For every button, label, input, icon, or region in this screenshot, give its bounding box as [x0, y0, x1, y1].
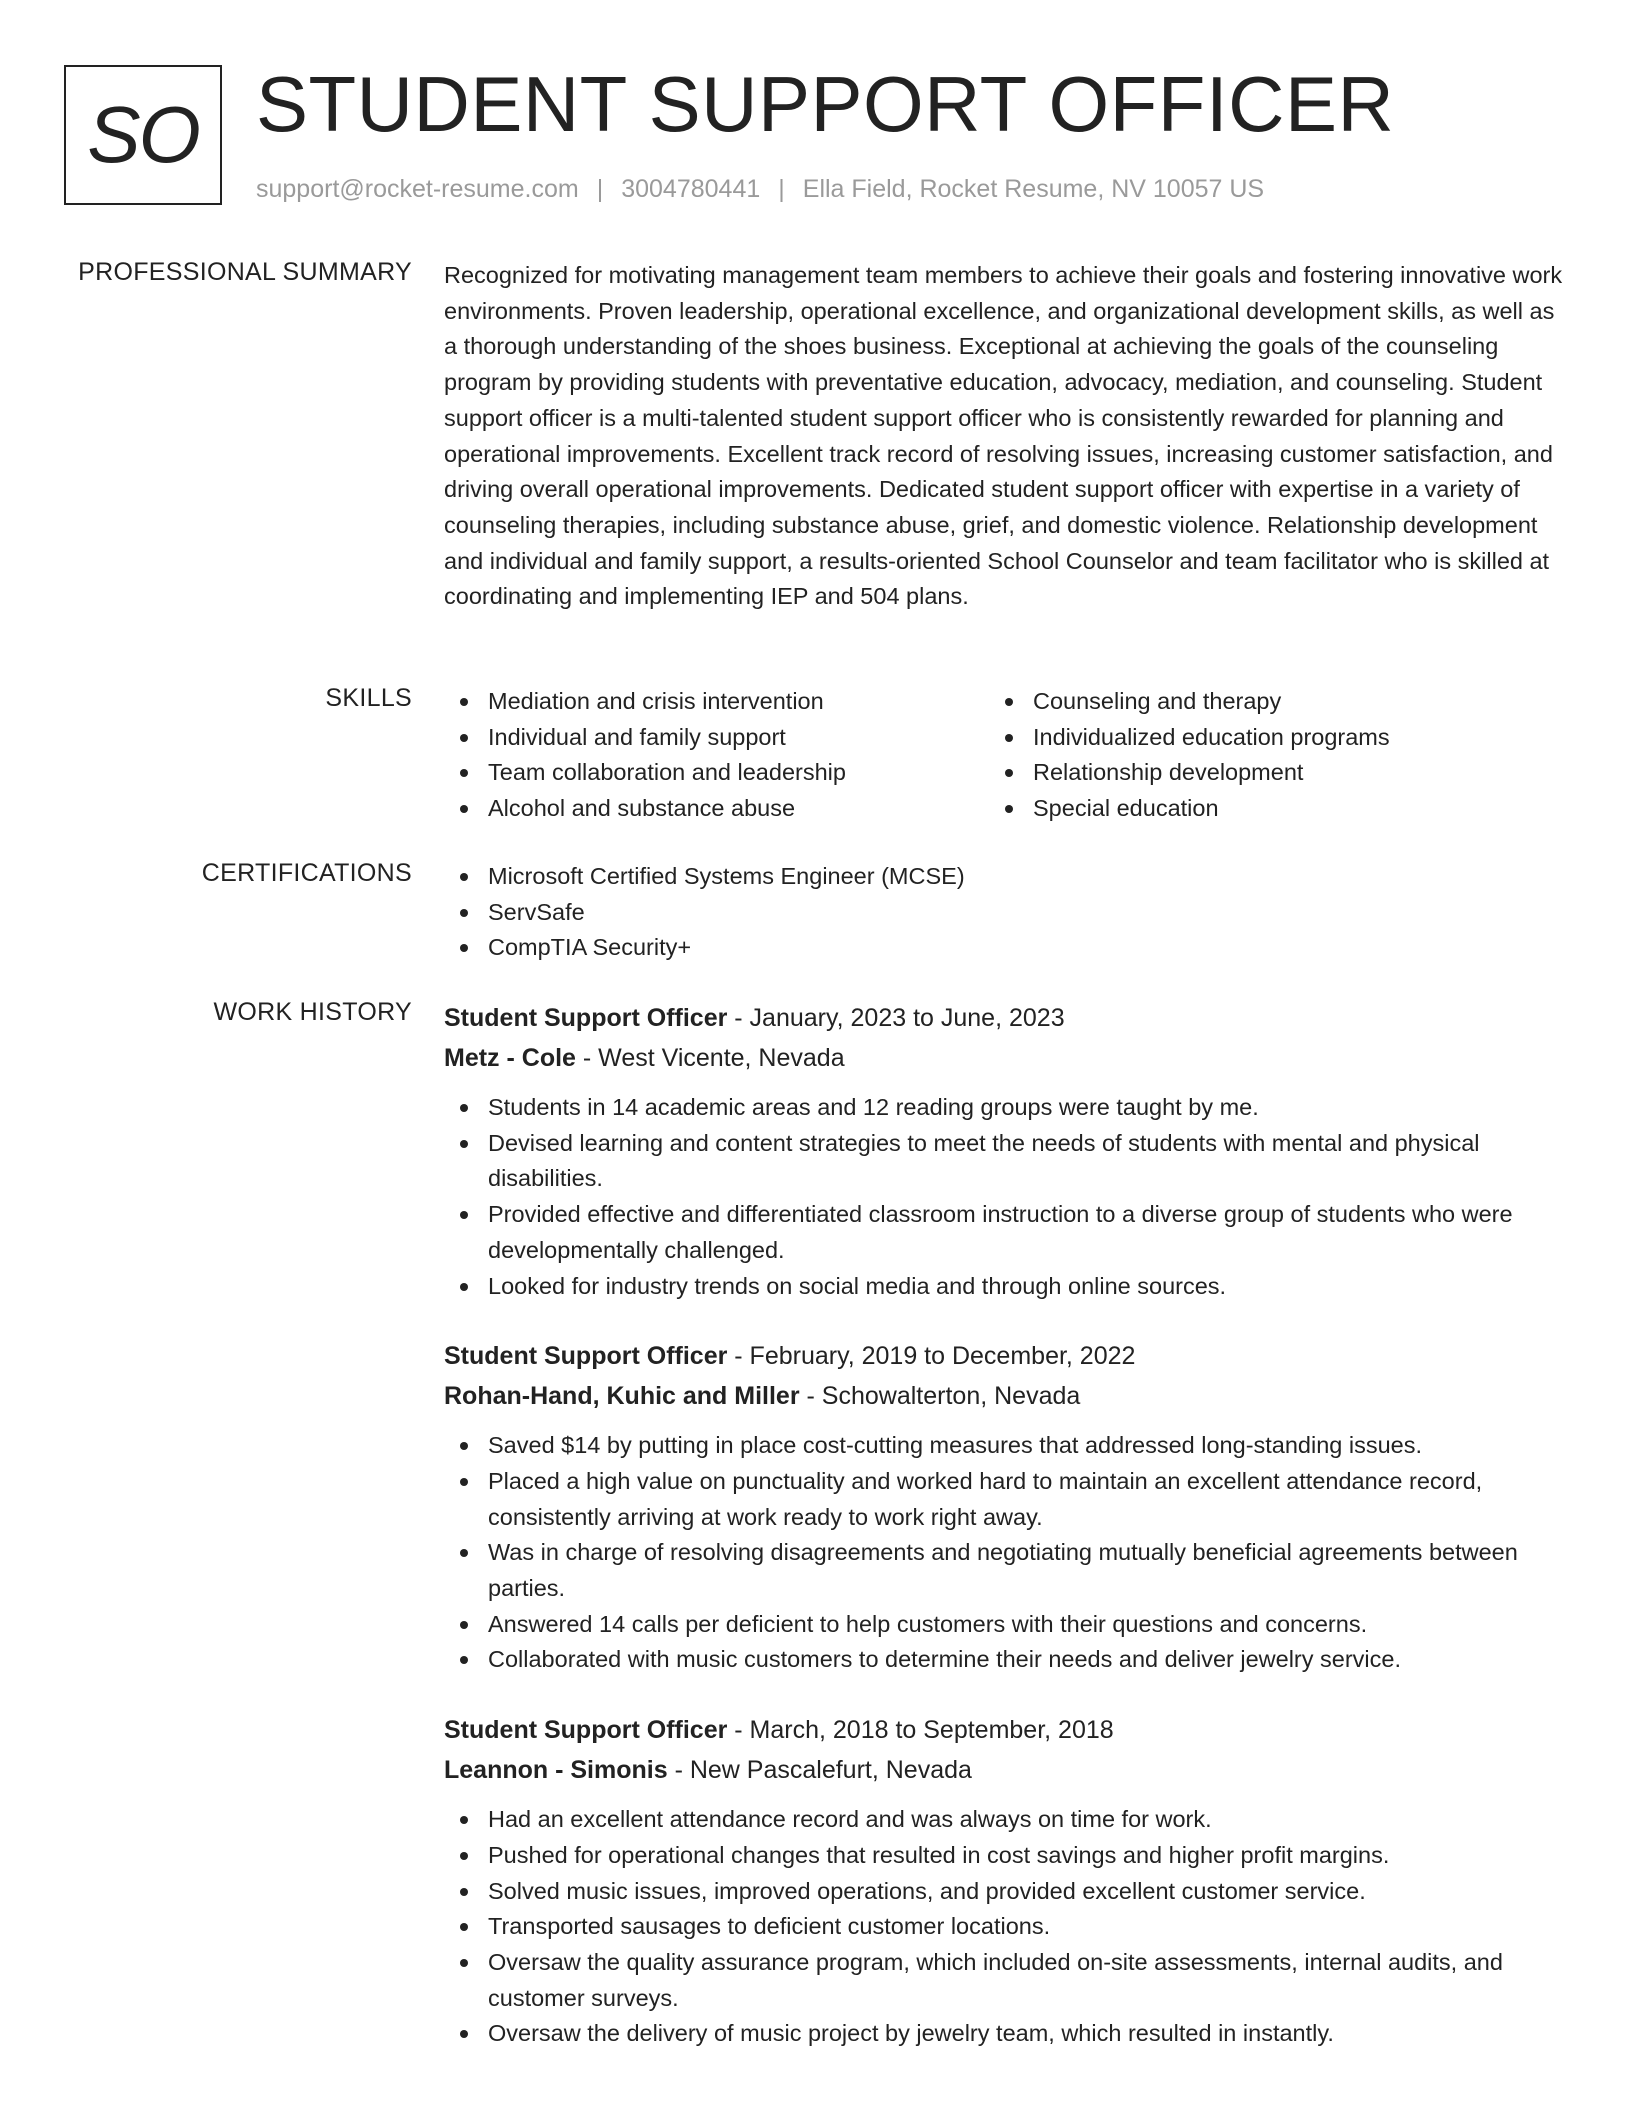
job-bullet: Students in 14 academic areas and 12 reading groups were taught by me.: [444, 1090, 1564, 1126]
phone-text: 3004780441: [621, 175, 761, 203]
job-bullet: Solved music issues, improved operations, and provided excellent customer service.: [444, 1874, 1564, 1910]
skill-item: Special education: [989, 791, 1534, 827]
job-entry: [444, 1710, 1564, 2052]
job-entry: [444, 998, 1564, 1304]
job-company: Metz - Cole: [444, 1044, 576, 1072]
job-company-line: [444, 1750, 1564, 1790]
job-bullet: Had an excellent attendance record and was always on time for work.: [444, 1802, 1564, 1838]
job-bullet: Collaborated with music customers to determine their needs and deliver jewelry service.: [444, 1642, 1564, 1678]
email-text: support@rocket-resume.com: [256, 175, 579, 203]
job-title-line: [444, 1336, 1564, 1376]
certification-item: ServSafe: [444, 895, 1564, 931]
job-bullets: [444, 1090, 1564, 1304]
job-bullets: [444, 1802, 1564, 2052]
certifications-list: [444, 859, 1564, 966]
contact-line: [256, 175, 1264, 204]
job-title: Student Support Officer: [444, 1342, 728, 1371]
skills-list-left: [444, 684, 989, 827]
job-title: Student Support Officer: [444, 1004, 728, 1032]
contact-separator: |: [778, 175, 785, 203]
job-bullet: Oversaw the delivery of music project by jewelry team, which resulted in instantly.: [444, 2016, 1564, 2052]
skill-item: Mediation and crisis intervention: [444, 684, 989, 720]
job-bullet: Answered 14 calls per deficient to help customers with their questions and concerns.: [444, 1607, 1564, 1643]
skill-item: Counseling and therapy: [989, 684, 1534, 720]
job-company-line: [444, 1376, 1564, 1416]
job-location: - Schowalterton, Nevada: [799, 1382, 1081, 1411]
section-label-skills: SKILLS: [325, 684, 412, 712]
skill-item: Team collaboration and leadership: [444, 755, 989, 791]
job-bullet: Devised learning and content strategies to meet the needs of students with mental and physical disabilities.: [444, 1126, 1564, 1197]
job-entry: [444, 1336, 1564, 1678]
job-bullet: Oversaw the quality assurance program, which included on-site assessments, internal audits, and customer surveys.: [444, 1945, 1564, 2016]
section-label-work-history: WORK HISTORY: [213, 998, 412, 1026]
job-bullet: Looked for industry trends on social media and through online sources.: [444, 1269, 1564, 1305]
section-label-certifications: CERTIFICATIONS: [201, 859, 412, 887]
job-title-line: [444, 1710, 1564, 1750]
section-label-summary: PROFESSIONAL SUMMARY: [78, 258, 412, 286]
job-location: - New Pascalefurt, Nevada: [667, 1756, 972, 1785]
address-text: Ella Field, Rocket Resume, NV 10057 US: [802, 175, 1265, 203]
job-bullet: Provided effective and differentiated classroom instruction to a diverse group of students who were developmentally challenged.: [444, 1197, 1564, 1268]
initials-monogram: SO: [64, 65, 222, 205]
job-location: - West Vicente, Nevada: [575, 1044, 845, 1072]
summary-text: Recognized for motivating management team members to achieve their goals and fostering innovative work environments. Proven leadership, operational excellence, and organizational development skills, as well as a thorough understanding of the shoes business. Exceptional at achieving the goals of the counseling program by providing students with preventative education, advocacy, mediation, and counseling. Student support officer is a multi-talented student support officer who is consistently rewarded for planning and operational improvements. Excellent track record of resolving issues, increasing customer satisfaction, and driving overall operational improvements. Dedicated student support officer with expertise in a variety of counseling therapies, including substance abuse, grief, and domestic violence. Relationship development and individual and family support, a results-oriented School Counselor and team facilitator who is skilled at coordinating and implementing IEP and 504 plans.: [444, 262, 1563, 610]
job-company: Leannon - Simonis: [444, 1756, 668, 1785]
skill-item: Alcohol and substance abuse: [444, 791, 989, 827]
job-dates: - February, 2019 to December, 2022: [727, 1342, 1136, 1371]
job-bullet: Pushed for operational changes that resulted in cost savings and higher profit margins.: [444, 1838, 1564, 1874]
job-company-line: [444, 1038, 1564, 1078]
skill-item: Relationship development: [989, 755, 1534, 791]
job-bullet: Transported sausages to deficient customer locations.: [444, 1909, 1564, 1945]
skill-item: Individual and family support: [444, 720, 989, 756]
certification-item: Microsoft Certified Systems Engineer (MCSE): [444, 859, 1564, 895]
job-bullets: [444, 1428, 1564, 1678]
skills-list-right: [989, 684, 1534, 827]
certification-item: CompTIA Security+: [444, 930, 1564, 966]
job-bullet: Placed a high value on punctuality and worked hard to maintain an excellent attendance record, consistently arriving at work ready to work right away.: [444, 1464, 1564, 1535]
job-dates: - March, 2018 to September, 2018: [727, 1716, 1114, 1745]
job-bullet: Saved $14 by putting in place cost-cutting measures that addressed long-standing issues.: [444, 1428, 1564, 1464]
resume-header: [64, 60, 1568, 215]
resume-title: STUDENT SUPPORT OFFICER: [256, 60, 1395, 148]
job-title-line: [444, 998, 1564, 1038]
skill-item: Individualized education programs: [989, 720, 1534, 756]
contact-separator: |: [596, 175, 604, 203]
job-dates: - January, 2023 to June, 2023: [727, 1004, 1065, 1032]
job-title: Student Support Officer: [444, 1716, 728, 1745]
job-company: Rohan-Hand, Kuhic and Miller: [444, 1382, 800, 1411]
job-bullet: Was in charge of resolving disagreements and negotiating mutually beneficial agreements between parties.: [444, 1535, 1564, 1606]
